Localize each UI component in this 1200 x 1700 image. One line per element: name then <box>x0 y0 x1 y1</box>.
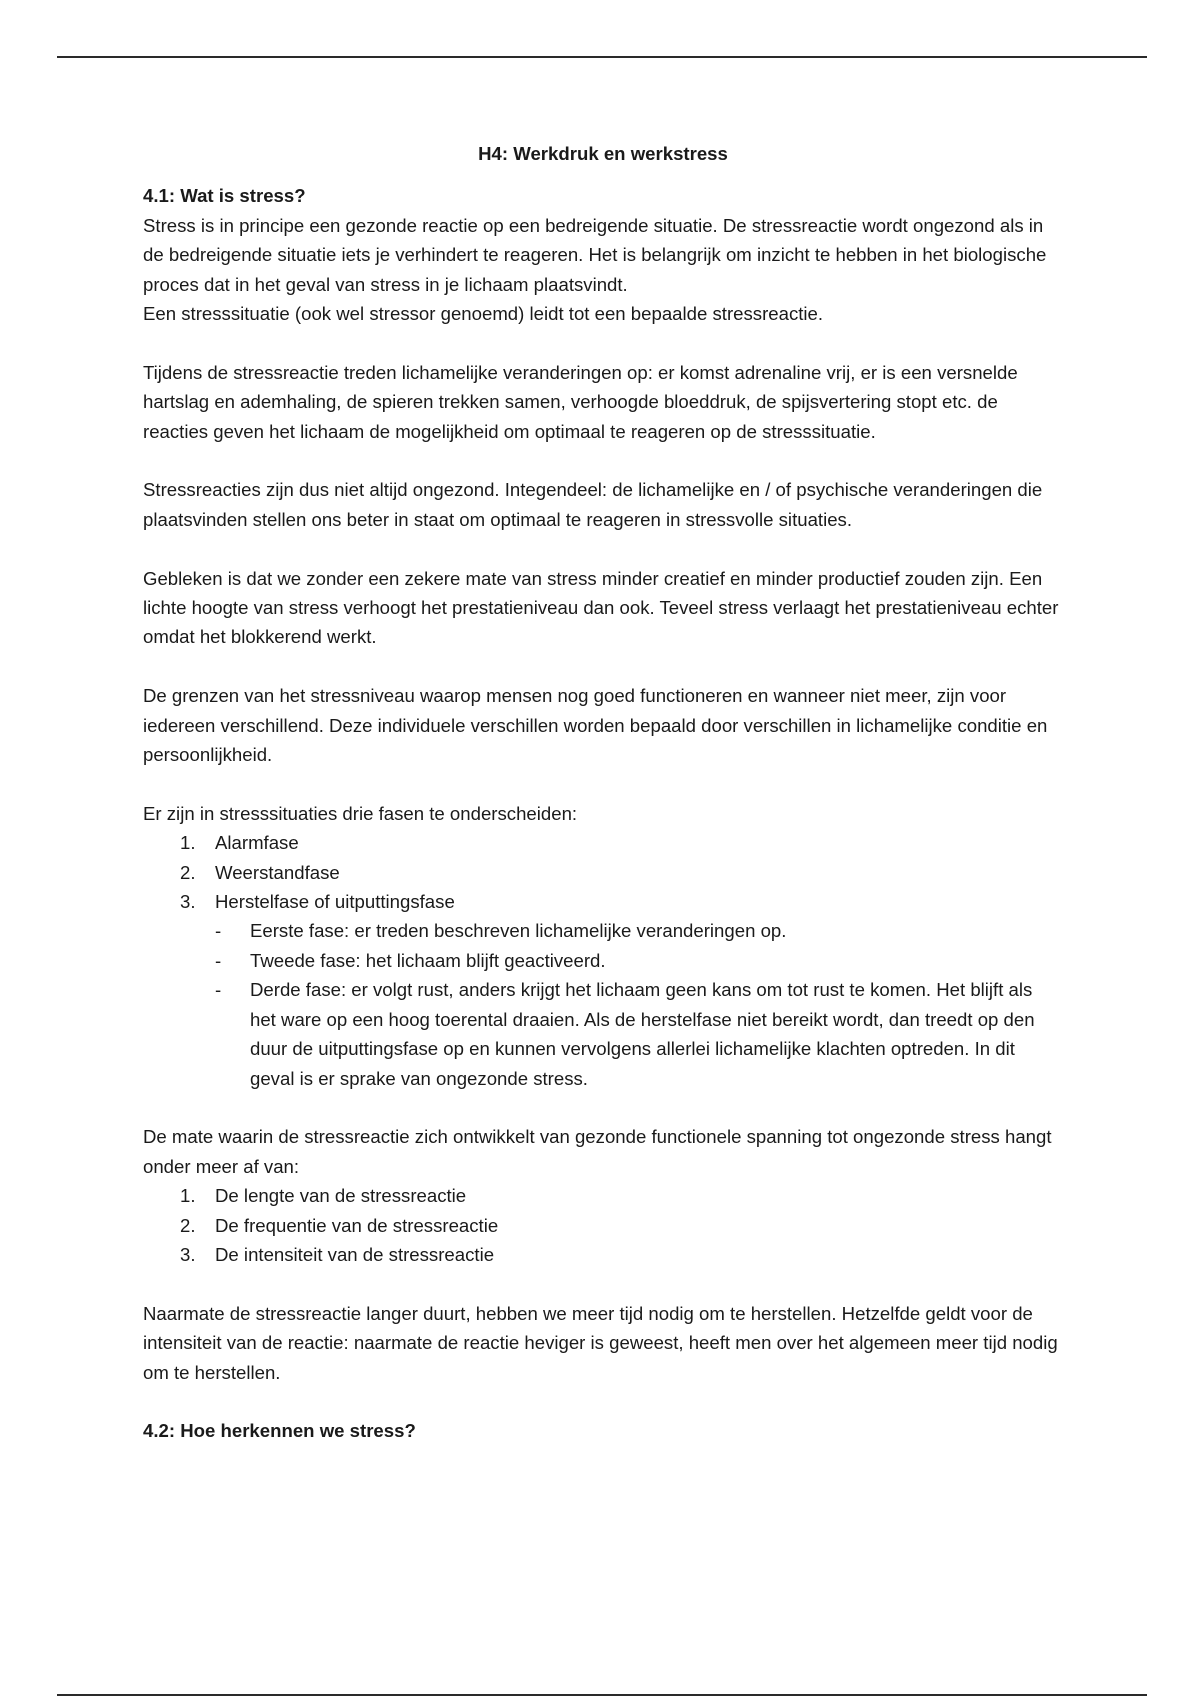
paragraph-naarmate: Naarmate de stressreactie langer duurt, hebben we meer tijd nodig om te herstellen. Hetzelfde geldt voor de intensiteit van de reactie: naarmate de reactie heviger is geweest, heeft men over het algemeen meer tijd nodig om te herstellen. <box>143 1302 1058 1383</box>
paragraph-gebleken: Gebleken is dat we zonder een zekere mate van stress minder creatief en minder productief zouden zijn. Een lichte hoogte van stress verhoogt het prestatieniveau dan ook. Teveel stress verlaagt het prestatieniveau echter omdat het blokkerend werkt. <box>143 567 1059 648</box>
document-title: H4: Werkdruk en werkstress <box>478 143 728 164</box>
list-item: 1. De lengte van de stressreactie <box>180 1185 467 1207</box>
factors-list <box>143 1181 1063 1269</box>
paragraph-intro: Stress is in principe een gezonde reactie op een bedreigende situatie. De stressreactie wordt ongezond als in de bedreigende situatie iets je verhindert te reageren. Het is belangrijk om inzicht te hebben in het biologische proces dat in het geval van stress in je lichaam plaatsvindt. <box>143 214 1047 295</box>
phase-details-list <box>143 916 1063 1092</box>
list-item: 2. Weerstandfase <box>180 861 340 883</box>
section-heading-4-2: 4.2: Hoe herkennen we stress? <box>143 1420 416 1442</box>
paragraph-phases-intro: Er zijn in stresssituaties drie fasen te onderscheiden: <box>143 802 578 824</box>
document-page <box>143 139 1063 1446</box>
list-item: 2. De frequentie van de stressreactie <box>180 1214 499 1236</box>
list-item: - Tweede fase: het lichaam blijft geactiveerd. <box>215 949 606 971</box>
paragraph-factors-intro: De mate waarin de stressreactie zich ontwikkelt van gezonde functionele spanning tot ongezonde stress hangt onder meer af van: <box>143 1126 1052 1177</box>
paragraph-grenzen: De grenzen van het stressniveau waarop mensen nog goed functioneren en wanneer niet meer, zijn voor iedereen verschillend. Deze individuele verschillen worden bepaald door verschillen in lichamelijke conditie en persoonlijkheid. <box>143 685 1048 766</box>
list-item: 3. Herstelfase of uitputtingsfase <box>180 891 455 913</box>
list-item: - Derde fase: er volgt rust, anders krijgt het lichaam geen kans om tot rust te komen. Het blijft als het ware op een hoog toerental draaien. Als de herstelfase niet bereikt wordt, dan treedt op den duur de uitputtingsfase op en kunnen vervolgens allerlei lichamelijke klachten optreden. In dit geval is er sprake van ongezonde stress. <box>215 979 1035 1089</box>
list-item: - Eerste fase: er treden beschreven lichamelijke veranderingen op. <box>215 920 787 942</box>
footer-rule <box>57 1694 1147 1696</box>
list-item: 3. De intensiteit van de stressreactie <box>180 1243 495 1265</box>
section-heading-4-1: 4.1: Wat is stress? <box>143 185 306 207</box>
list-item: 1. Alarmfase <box>180 832 299 854</box>
phases-list <box>143 828 1063 916</box>
paragraph-stressreacties: Stressreacties zijn dus niet altijd ongezond. Integendeel: de lichamelijke en / of psychische veranderingen die plaatsvinden stellen ons beter in staat om optimaal te reageren in stressvolle situaties. <box>143 479 1043 530</box>
paragraph-stressor: Een stresssituatie (ook wel stressor genoemd) leidt tot een bepaalde stressreactie. <box>143 303 824 325</box>
paragraph-tijdens: Tijdens de stressreactie treden lichamelijke veranderingen op: er komst adrenaline vrij, er is een versnelde hartslag en ademhaling, de spieren trekken samen, verhoogde bloeddruk, de spijsvertering stopt etc. de reacties geven het lichaam de mogelijkheid om optimaal te reageren op de stresssituatie. <box>143 361 1018 442</box>
header-rule <box>57 56 1147 58</box>
